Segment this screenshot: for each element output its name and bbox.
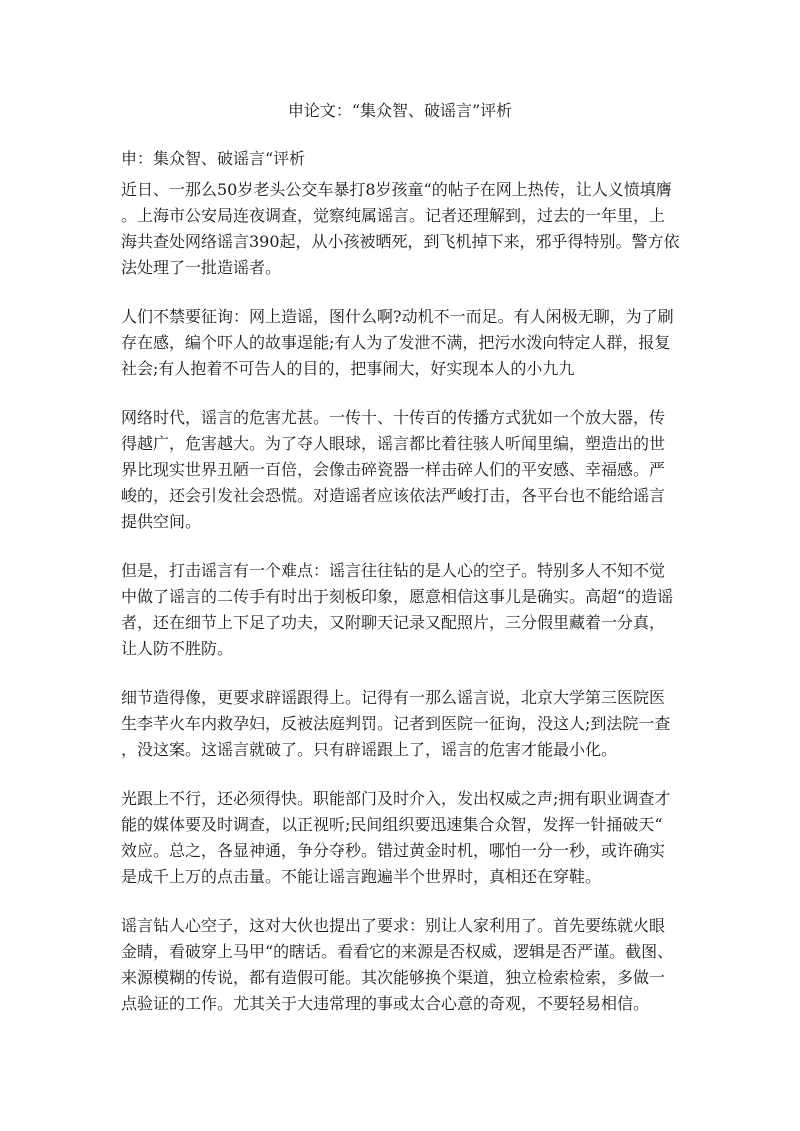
document-subtitle: 申：集众智、破谣言“评析	[121, 149, 306, 168]
paragraph-7	[121, 913, 686, 1017]
paragraph-line: 存在感，编个吓人的故事逞能;有人为了发泄不满，把污水泼向特定人群，报复	[121, 333, 671, 352]
paragraph-line: 得越广，危害越大。为了夺人眼球，谣言都比着往骇人听闻里编，塑造出的世	[121, 434, 666, 453]
paragraph-5	[121, 685, 686, 763]
paragraph-line: 生李芊火车内救孕妇，反被法庭判罚。记者到医院一征询，没这人;到法院一查	[121, 714, 671, 733]
paragraph-line: 网络时代，谣言的危害尤甚。一传十、十传百的传播方式犹如一个放大器，传	[121, 408, 666, 427]
paragraph-line: 社会;有人抱着不可告人的目的，把事闹大，好实现本人的小九九	[121, 359, 575, 378]
paragraph-line: 峻的，还会引发社会恐慌。对造谣者应该依法严峻打击，各平台也不能给谣言	[121, 486, 666, 505]
paragraph-line: 提供空间。	[121, 512, 202, 531]
paragraph-2	[121, 304, 686, 382]
paragraph-line: 法处理了一批造谣者。	[121, 258, 282, 277]
paragraph-line: 让人防不胜防。	[121, 639, 234, 658]
paragraph-line: 者，还在细节上下足了功夫，又附聊天记录又配照片，三分假里藏着一分真，	[121, 613, 666, 632]
paragraph-line: 细节造得像，更要求辟谣跟得上。记得有一那么谣言说，北京大学第三医院医	[121, 688, 666, 707]
paragraph-4	[121, 558, 686, 662]
paragraph-line: 但是，打击谣言有一个难点：谣言往往钻的是人心的空子。特别多人不知不觉	[121, 561, 666, 580]
paragraph-line: 金睛，看破穿上马甲“的瞎话。看看它的来源是否权威，逻辑是否严谨。截图、	[121, 942, 674, 961]
paragraph-line: 中做了谣言的二传手有时出于刻板印象，愿意相信这事儿是确实。高超“的造谣	[121, 587, 674, 606]
paragraph-line: 海共查处网络谣言390起，从小孩被晒死，到飞机掉下来，邪乎得特别。警方依	[121, 232, 680, 251]
paragraph-3	[121, 405, 686, 535]
paragraph-line: 近日、一那么50岁老头公交车暴打8岁孩童“的帖子在网上热传，让人义愤填膺	[121, 180, 672, 199]
document-title: 申论文：“集众智、破谣言”评析	[287, 101, 513, 120]
paragraph-line: 效应。总之，各显神通，争分夺秒。错过黄金时机，哪怕一分一秒，或许确实	[121, 841, 666, 860]
paragraph-line: 来源模糊的传说，都有造假可能。其次能够换个渠道，独立检索检索，多做一	[121, 968, 666, 987]
paragraph-line: 人们不禁要征询：网上造谣，图什么啊?动机不一而足。有人闲极无聊，为了刷	[121, 307, 674, 326]
paragraph-line: 界比现实世界丑陋一百倍，会像击碎瓷器一样击碎人们的平安感、幸福感。严	[121, 460, 666, 479]
paragraph-line: 。上海市公安局连夜调查，觉察纯属谣言。记者还理解到，过去的一年里，上	[121, 206, 666, 225]
paragraph-1	[121, 177, 686, 281]
paragraph-line: 能的媒体要及时调查，以正视听;民间组织要迅速集合众智，发挥一针捅破天“	[121, 815, 663, 834]
paragraph-line: ，没这案。这谣言就破了。只有辟谣跟上了，谣言的危害才能最小化。	[121, 740, 618, 759]
paragraph-line: 是成千上万的点击量。不能让谣言跑遍半个世界时，真相还在穿鞋。	[121, 867, 602, 886]
paragraph-line: 点验证的工作。尤其关于大违常理的事或太合心意的奇观，不要轻易相信。	[121, 994, 650, 1013]
paragraph-line: 光跟上不行，还必须得快。职能部门及时介入，发出权威之声;拥有职业调查才	[121, 789, 671, 808]
paragraph-line: 谣言钻人心空子，这对大伙也提出了要求：别让人家利用了。首先要练就火眼	[121, 916, 666, 935]
paragraph-6	[121, 786, 686, 890]
